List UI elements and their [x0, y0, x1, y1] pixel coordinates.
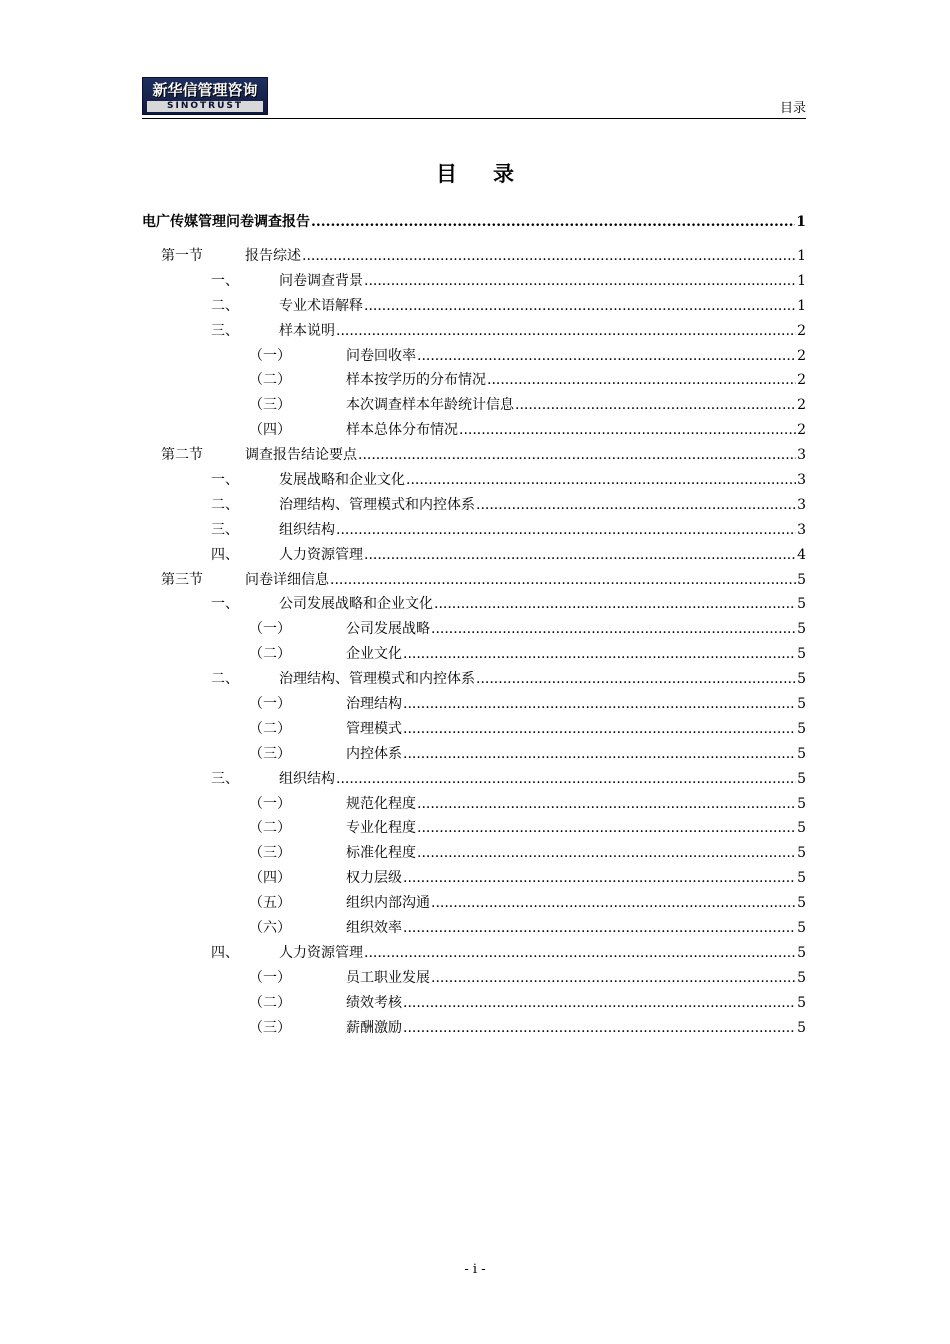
toc-dot-leader	[336, 518, 796, 543]
toc-entry[interactable]	[142, 841, 806, 866]
toc-entry-title: 样本按学历的分布情况	[346, 372, 486, 389]
toc-entry-title: 调查报告结论要点	[245, 447, 357, 464]
toc-entry-title: 公司发展战略和企业文化	[279, 596, 433, 613]
logo-english-text: SINOTRUST	[147, 101, 263, 112]
toc-entry[interactable]	[142, 468, 806, 493]
toc-entry-number: （三）	[249, 397, 291, 414]
toc-entry-number: （四）	[249, 870, 291, 887]
toc-dot-leader	[364, 543, 796, 568]
page-number: - i -	[464, 1262, 486, 1277]
toc-entry-page: 5	[797, 795, 806, 812]
toc-entry-page: 5	[797, 770, 806, 787]
toc-entry[interactable]	[142, 418, 806, 443]
toc-entry-page: 5	[797, 944, 806, 961]
toc-entry-title: 公司发展战略	[346, 621, 430, 638]
toc-entry-page: 2	[797, 372, 806, 389]
toc-entry-number: 一、	[211, 596, 239, 613]
header-divider	[142, 118, 806, 119]
toc-entry-page: 1	[797, 297, 806, 314]
toc-entry-title: 绩效考核	[346, 994, 402, 1011]
toc-entry-page: 3	[797, 472, 806, 489]
toc-entry-page: 2	[797, 322, 806, 339]
toc-entry[interactable]	[142, 717, 806, 742]
toc-entry-title: 治理结构、管理模式和内控体系	[279, 671, 475, 688]
toc-entry-page: 5	[797, 596, 806, 613]
toc-entry-number: （五）	[249, 895, 291, 912]
toc-dot-leader	[406, 468, 796, 493]
toc-entry-page: 1	[797, 272, 806, 289]
toc-entry-title: 专业化程度	[346, 820, 416, 837]
toc-entry-title: 样本说明	[279, 322, 335, 339]
toc-entry-title: 员工职业发展	[346, 969, 430, 986]
toc-entry-number: 四、	[211, 944, 239, 961]
toc-dot-leader	[476, 667, 796, 692]
toc-entry-title: 本次调查样本年龄统计信息	[346, 397, 514, 414]
toc-entry-number: 二、	[211, 671, 239, 688]
toc-entry[interactable]	[142, 244, 806, 269]
toc-entry-title: 问卷回收率	[346, 347, 416, 364]
toc-entry[interactable]	[142, 767, 806, 792]
toc-entry-number: （三）	[249, 845, 291, 862]
toc-entry-number: 四、	[211, 546, 239, 563]
toc-entry-number: 第一节	[161, 248, 203, 264]
toc-entry-title: 管理模式	[346, 720, 402, 737]
toc-entry[interactable]	[142, 344, 806, 369]
toc-entry-page: 2	[797, 397, 806, 414]
toc-entry-title: 治理结构、管理模式和内控体系	[279, 496, 475, 513]
toc-entry-page: 3	[797, 521, 806, 538]
toc-entry[interactable]	[142, 742, 806, 767]
toc-dot-leader	[417, 792, 796, 817]
toc-entry[interactable]	[142, 891, 806, 916]
toc-entry-title: 组织结构	[279, 770, 335, 787]
toc-entry[interactable]	[142, 617, 806, 642]
toc-entry-number: 第二节	[161, 447, 203, 464]
toc-entry[interactable]	[142, 642, 806, 667]
toc-dot-leader	[403, 742, 796, 767]
company-logo	[142, 77, 268, 115]
toc-entry-title: 薪酬激励	[346, 1019, 402, 1036]
toc-entry[interactable]	[142, 493, 806, 518]
toc-entry-title: 专业术语解释	[279, 297, 363, 314]
toc-entry-title: 企业文化	[346, 646, 402, 663]
toc-dot-leader	[403, 866, 796, 891]
toc-entry-title: 问卷调查背景	[279, 272, 363, 289]
toc-entry-number: （二）	[249, 720, 291, 737]
toc-entry-page: 5	[797, 845, 806, 862]
toc-entry-page: 5	[797, 1019, 806, 1036]
toc-dot-leader	[403, 642, 796, 667]
toc-entry[interactable]	[142, 1016, 806, 1041]
toc-dot-leader	[403, 717, 796, 742]
toc-entry-page: 5	[797, 745, 806, 762]
toc-entry[interactable]	[142, 568, 806, 593]
toc-entry-number: （一）	[249, 347, 291, 364]
toc-entry-number: （一）	[249, 795, 291, 812]
toc-entry-title: 发展战略和企业文化	[279, 472, 405, 489]
toc-entry[interactable]	[142, 792, 806, 817]
toc-entry-page: 5	[797, 571, 806, 588]
toc-dot-leader	[417, 816, 796, 841]
toc-entry[interactable]	[142, 393, 806, 418]
toc-entry-number: （二）	[249, 372, 291, 389]
toc-dot-leader	[330, 568, 796, 593]
page-title: 目录	[436, 162, 550, 186]
toc-entry-page: 5	[797, 920, 806, 937]
toc-dot-leader	[459, 418, 796, 443]
toc-entry-title: 人力资源管理	[279, 944, 363, 961]
toc-dot-leader	[364, 269, 796, 294]
toc-dot-leader	[431, 891, 796, 916]
toc-dot-leader	[336, 319, 796, 344]
toc-dot-leader	[311, 210, 795, 234]
toc-dot-leader	[403, 692, 796, 717]
toc-entry[interactable]	[142, 966, 806, 991]
toc-entry-page: 5	[797, 646, 806, 663]
toc-entry[interactable]	[142, 941, 806, 966]
toc-entry-number: 第三节	[161, 571, 203, 588]
toc-entry[interactable]	[142, 210, 806, 244]
toc-dot-leader	[417, 841, 796, 866]
toc-entry-title: 组织内部沟通	[346, 895, 430, 912]
toc-entry-page: 5	[797, 820, 806, 837]
toc-dot-leader	[431, 617, 796, 642]
toc-entry-page: 5	[797, 720, 806, 737]
toc-entry[interactable]	[142, 866, 806, 891]
toc-entry[interactable]	[142, 592, 806, 617]
toc-entry[interactable]	[142, 518, 806, 543]
toc-entry-number: （三）	[249, 745, 291, 762]
toc-dot-leader	[403, 991, 796, 1016]
toc-entry-number: （三）	[249, 1019, 291, 1036]
toc-dot-leader	[515, 393, 796, 418]
toc-dot-leader	[403, 1016, 796, 1041]
toc-entry-page: 4	[797, 546, 806, 563]
toc-entry-title: 电广传媒管理问卷调查报告	[142, 214, 310, 230]
toc-entry-number: （二）	[249, 820, 291, 837]
toc-dot-leader	[434, 592, 796, 617]
toc-entry-number: （一）	[249, 621, 291, 638]
toc-dot-leader	[358, 443, 796, 468]
toc-entry-title: 组织效率	[346, 920, 402, 937]
toc-entry-number: 三、	[211, 521, 239, 538]
toc-entry-title: 规范化程度	[346, 795, 416, 812]
toc-entry-number: （一）	[249, 696, 291, 713]
toc-entry-page: 5	[797, 621, 806, 638]
toc-entry-number: 二、	[211, 297, 239, 314]
toc-dot-leader	[403, 916, 796, 941]
toc-entry-page: 3	[797, 447, 806, 464]
toc-dot-leader	[417, 344, 796, 369]
toc-entry-title: 人力资源管理	[279, 546, 363, 563]
toc-entry-page: 5	[797, 895, 806, 912]
toc-entry[interactable]	[142, 443, 806, 468]
toc-entry[interactable]	[142, 916, 806, 941]
toc-dot-leader	[431, 966, 796, 991]
toc-entry-page: 5	[797, 671, 806, 688]
toc-entry[interactable]	[142, 816, 806, 841]
toc-entry-page: 3	[797, 496, 806, 513]
header-section-label: 目录	[779, 101, 806, 116]
toc-dot-leader	[302, 244, 796, 269]
toc-entry[interactable]	[142, 991, 806, 1016]
toc-entry-number: 一、	[211, 472, 239, 489]
toc-entry-title: 报告综述	[245, 248, 301, 264]
toc-entry-number: （四）	[249, 422, 291, 439]
toc-entry-number: （一）	[249, 969, 291, 986]
toc-entry-number: （二）	[249, 646, 291, 663]
toc-entry[interactable]	[142, 269, 806, 294]
toc-dot-leader	[476, 493, 796, 518]
toc-entry-number: 一、	[211, 272, 239, 289]
toc-entry-title: 治理结构	[346, 696, 402, 713]
toc-entry-number: 三、	[211, 770, 239, 787]
toc-entry-page: 1	[797, 248, 806, 264]
toc-entry-number: 二、	[211, 496, 239, 513]
toc-dot-leader	[364, 294, 796, 319]
toc-entry-number: （六）	[249, 920, 291, 937]
toc-entry-title: 组织结构	[279, 521, 335, 538]
toc-entry-title: 标准化程度	[346, 845, 416, 862]
toc-entry-page: 2	[797, 422, 806, 439]
toc-entry-page: 5	[797, 994, 806, 1011]
toc-entry-title: 权力层级	[346, 870, 402, 887]
logo-chinese-text: 新华信管理咨询	[152, 81, 258, 99]
toc-entry-title: 内控体系	[346, 745, 402, 762]
table-of-contents	[142, 210, 806, 1041]
toc-entry-number: （二）	[249, 994, 291, 1011]
toc-entry-title: 问卷详细信息	[245, 571, 329, 588]
toc-dot-leader	[364, 941, 796, 966]
toc-entry-page: 1	[796, 214, 806, 230]
toc-entry-page: 2	[797, 347, 806, 364]
toc-entry-page: 5	[797, 870, 806, 887]
toc-entry[interactable]	[142, 319, 806, 344]
toc-entry-number: 三、	[211, 322, 239, 339]
toc-entry-title: 样本总体分布情况	[346, 422, 458, 439]
toc-dot-leader	[336, 767, 796, 792]
toc-entry[interactable]	[142, 368, 806, 393]
toc-entry[interactable]	[142, 294, 806, 319]
toc-entry-page: 5	[797, 969, 806, 986]
toc-entry[interactable]	[142, 543, 806, 568]
toc-entry[interactable]	[142, 667, 806, 692]
toc-entry[interactable]	[142, 692, 806, 717]
toc-dot-leader	[487, 368, 796, 393]
toc-entry-page: 5	[797, 696, 806, 713]
